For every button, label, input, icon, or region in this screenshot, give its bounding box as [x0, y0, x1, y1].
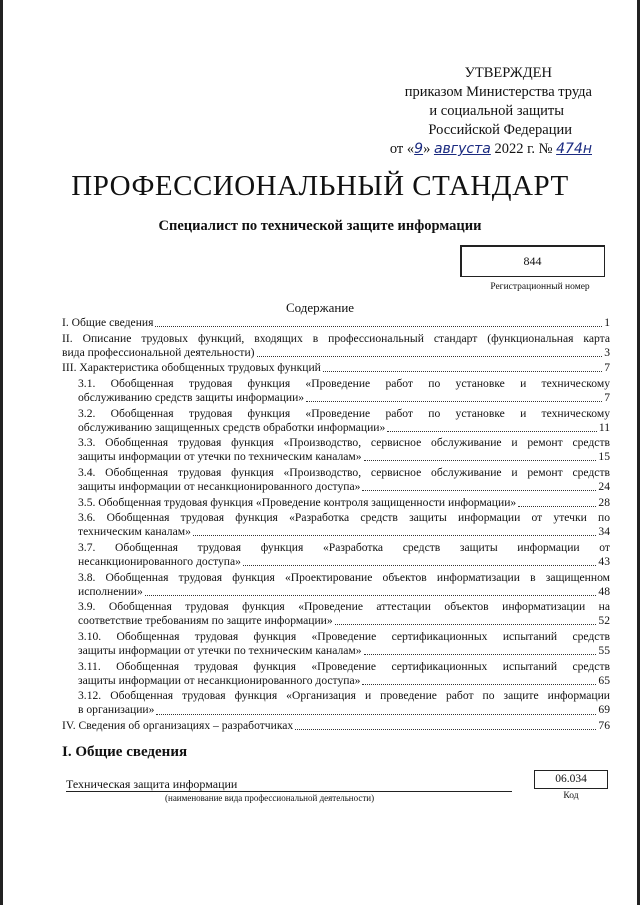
toc-entry-title-cont: вида профессиональной деятельности): [62, 345, 255, 359]
toc-entry[interactable]: [62, 332, 610, 360]
toc-leader-dots: [193, 535, 597, 536]
activity-code-label: Код: [563, 791, 579, 801]
toc-entry-title: 3.4. Обобщенная трудовая функция «Производство, сервисное обслуживание и ремонт средств: [78, 465, 610, 479]
toc-page-number: 7: [604, 390, 610, 404]
toc-entry-leader-row: [62, 346, 610, 360]
toc-entry[interactable]: [62, 436, 610, 464]
toc-entry-leader-row: [78, 644, 610, 658]
toc-page-number: 76: [598, 719, 610, 733]
toc-page-number: 48: [598, 584, 610, 598]
toc-leader-dots: [362, 490, 596, 491]
toc-leader-dots: [243, 565, 596, 566]
toc-page-number: 3: [604, 345, 610, 359]
approval-date-line: [362, 140, 592, 159]
toc-entry-title-cont: обслуживанию средств защиты информации»: [78, 390, 305, 404]
toc-entry-title-cont: защиты информации от утечки по техническим каналам»: [78, 450, 362, 464]
toc-entry-title: 3.5. Обобщенная трудовая функция «Проведение контроля защищенности информации»: [78, 495, 517, 509]
approval-line-3: и социальной защиты: [429, 103, 564, 119]
toc-entry-title: 3.11. Обобщенная трудовая функция «Проведение сертификационных испытаний средств: [78, 659, 610, 673]
toc-entry-leader-row: [78, 450, 610, 464]
handwritten-day: 9: [414, 141, 424, 157]
toc-entry-leader-row: [62, 719, 610, 733]
date-prefix: от «: [389, 141, 415, 157]
toc-entry[interactable]: [62, 511, 610, 539]
toc-entry-leader-row: [78, 703, 610, 717]
toc-leader-dots: [518, 506, 596, 507]
toc-entry[interactable]: [62, 660, 610, 688]
toc-leader-dots: [387, 431, 597, 432]
activity-type-field: Техническая защита информации: [66, 777, 512, 792]
toc-page-number: 52: [598, 614, 610, 628]
approval-line-4: Российской Федерации: [428, 122, 572, 138]
toc-page-number: 28: [598, 495, 610, 509]
toc-entry-leader-row: [78, 525, 610, 539]
toc-entry-leader-row: [78, 585, 610, 599]
handwritten-order-number: 474н: [556, 141, 592, 157]
toc-entry-title-cont: в организации»: [78, 703, 155, 717]
toc-entry[interactable]: [62, 571, 610, 599]
toc-page-number: 11: [598, 420, 610, 434]
activity-type-caption: (наименование вида профессиональной деятельности): [165, 793, 375, 803]
toc-page-number: 69: [598, 703, 610, 717]
toc-entry-title-cont: исполнении»: [78, 584, 143, 598]
toc-entry-title: 3.9. Обобщенная трудовая функция «Проведение аттестации объектов информатизации на: [78, 600, 610, 614]
toc-entry-leader-row: [78, 391, 610, 405]
toc-entry-title-cont: техническим каналам»: [78, 525, 191, 539]
approval-block: [362, 64, 592, 159]
toc-entry[interactable]: [62, 600, 610, 628]
toc-entry[interactable]: [62, 496, 610, 510]
toc-page-number: 24: [598, 480, 610, 494]
toc-entry-title: 3.6. Обобщенная трудовая функция «Разработка средств защиты информации от утечки по: [78, 511, 610, 525]
toc-entry-leader-row: [78, 555, 610, 569]
toc-entry-leader-row: [78, 496, 610, 510]
approval-heading: УТВЕРЖДЕН: [464, 65, 552, 81]
toc-entry[interactable]: [62, 316, 610, 330]
toc-page-number: 7: [604, 361, 610, 375]
toc-page-number: 43: [598, 555, 610, 568]
document-title: ПРОФЕССИОНАЛЬНЫЙ СТАНДАРТ: [71, 170, 569, 202]
approval-line-2: приказом Министерства труда: [404, 84, 592, 100]
registration-number-box: 844: [460, 245, 605, 277]
table-of-contents: [62, 316, 610, 735]
date-year: 2022 г. №: [494, 141, 553, 157]
toc-leader-dots: [364, 654, 597, 655]
toc-leader-dots: [156, 714, 596, 715]
registration-number-label: Регистрационный номер: [490, 282, 590, 292]
toc-entry-leader-row: [62, 316, 610, 330]
toc-entry-title: 3.3. Обобщенная трудовая функция «Производство, сервисное обслуживание и ремонт средств: [78, 436, 610, 450]
toc-entry-title: 3.2. Обобщенная трудовая функция «Проведение работ по установке и техническому: [78, 406, 610, 420]
toc-entry-title-cont: защиты информации от несанкционированного доступа»: [78, 673, 361, 687]
toc-entry-leader-row: [62, 361, 610, 375]
toc-entry-title: III. Характеристика обобщенных трудовых функций: [62, 361, 321, 375]
toc-leader-dots: [306, 401, 602, 402]
toc-entry[interactable]: [62, 377, 610, 405]
handwritten-month: августа: [433, 141, 491, 157]
section-1-heading: I. Общие сведения: [62, 744, 188, 760]
activity-code-box: 06.034: [534, 770, 608, 789]
toc-leader-dots: [335, 624, 597, 625]
toc-entry[interactable]: [62, 466, 610, 494]
toc-entry[interactable]: [62, 541, 610, 569]
toc-entry-leader-row: [78, 480, 610, 494]
toc-leader-dots: [364, 460, 597, 461]
toc-entry[interactable]: [62, 630, 610, 658]
toc-entry-title: 3.1. Обобщенная трудовая функция «Проведение работ по установке и техническому: [78, 376, 610, 390]
toc-entry-title: II. Описание трудовых функций, входящих в профессиональный стандарт (функциональная карта: [62, 331, 610, 345]
toc-entry-title-cont: защиты информации от несанкционированного доступа»: [78, 480, 361, 494]
left-scan-border: [0, 0, 3, 905]
document-subtitle: Специалист по технической защите информации: [158, 218, 482, 234]
toc-leader-dots: [155, 326, 602, 327]
toc-page-number: 65: [598, 673, 610, 687]
toc-page-number: 34: [598, 525, 610, 539]
toc-leader-dots: [145, 595, 597, 596]
toc-entry-title-cont: обслуживанию защищенных средств обработки информации»: [78, 420, 386, 434]
toc-page-number: 15: [598, 450, 610, 464]
toc-entry-title-cont: защиты информации от утечки по техническим каналам»: [78, 644, 362, 658]
toc-leader-dots: [362, 684, 596, 685]
toc-leader-dots: [257, 356, 603, 357]
toc-entry-title: 3.12. Обобщенная трудовая функция «Организация и проведение работ по защите информации: [78, 689, 610, 703]
toc-leader-dots: [323, 371, 602, 372]
toc-entry[interactable]: [62, 689, 610, 717]
toc-heading: Содержание: [285, 300, 355, 315]
toc-entry[interactable]: [62, 407, 610, 435]
date-mid: »: [423, 141, 431, 157]
toc-page-number: 1: [604, 316, 610, 329]
toc-entry[interactable]: [62, 719, 610, 733]
toc-entry-title: 3.10. Обобщенная трудовая функция «Проведение сертификационных испытаний средств: [78, 629, 610, 643]
toc-entry-title: 3.8. Обобщенная трудовая функция «Проектирование объектов информатизации в защищенном: [78, 570, 610, 584]
toc-entry-leader-row: [78, 614, 610, 628]
toc-leader-dots: [295, 729, 596, 730]
toc-entry-title-cont: несанкционированного доступа»: [78, 555, 241, 568]
toc-entry-title: 3.7. Обобщенная трудовая функция «Разработка средств защиты информации от: [78, 540, 610, 554]
toc-page-number: 55: [598, 644, 610, 658]
toc-entry-leader-row: [78, 674, 610, 688]
toc-entry-title: I. Общие сведения: [62, 316, 154, 329]
toc-entry[interactable]: [62, 361, 610, 375]
toc-entry-leader-row: [78, 421, 610, 435]
toc-entry-title-cont: соответствие требованиям по защите информации»: [78, 614, 333, 628]
toc-entry-title: IV. Сведения об организациях – разработчиках: [62, 719, 294, 733]
